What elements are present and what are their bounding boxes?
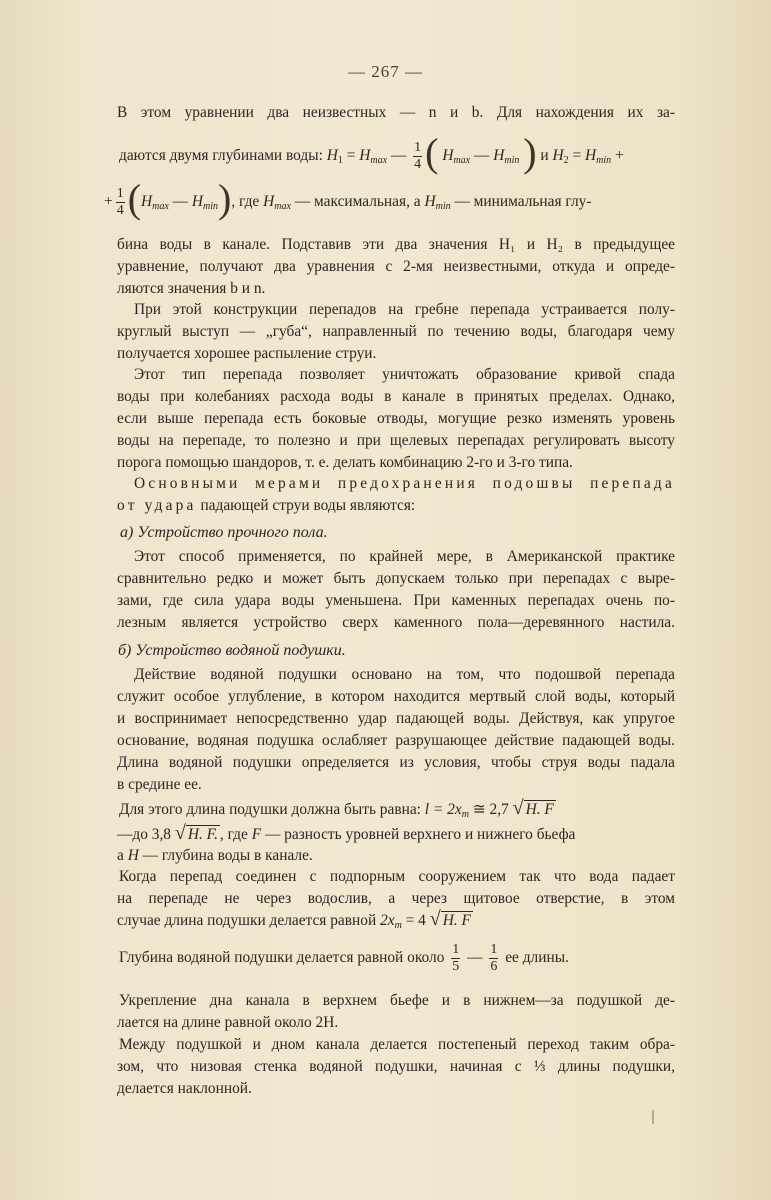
text-line: круглый выступ — „губа“, направленный по течению воды, благодаря чему: [117, 323, 675, 340]
text-line: лезным является устройство сверх каменного пола—деревянного настила.: [117, 614, 675, 631]
text-line: бина воды в канале. Подставив эти два значения H₁ и H₂ в предыдущее: [117, 236, 675, 253]
formula-line-h1: даются двумя глубинами воды: $H_1 = H_{max}$ — $\frac{1}{4}$ ( $H_{max}$ — $H_{min}$ ) и $H_2 = H_{min}$ +: [119, 130, 624, 176]
formula-line-h2: + $\frac{1}{4}$ ($H_{max}$ — $H_{min}$), где $H_{max}$ — максимальная, а $H_{min}$ — минимальная глу-: [104, 176, 592, 222]
scan-mark: [652, 1110, 654, 1124]
formula-depth-line: Глубина водяной подушки делается равной около $\frac{1}{5}$ — $\frac{1}{6}$ ее длины.: [119, 942, 569, 974]
text-line: Между подушкой и дном канала делается постепеный переход таким обра-: [119, 1036, 675, 1053]
fraction-one-quarter: $\frac{1}{4}$: [116, 186, 124, 218]
text-line: сравнительно редко и может быть допускаем только при перепадах с выре-: [117, 570, 675, 587]
formula-length-line: Для этого длина подушки должна быть равна: $l = 2x_m$ ≅ 2,7 √ H. F: [119, 797, 554, 820]
text-line: служит особое углубление, в котором находится мертвый слой воды, который: [117, 688, 675, 705]
text-line: получается хорошее распыление струи.: [117, 345, 377, 362]
text-line: ляются значения b и n.: [117, 280, 266, 297]
text-line: и воспринимает непосредственно удар падающей воды. Действуя, как упругое: [117, 710, 675, 727]
page-number: — 267 —: [348, 62, 423, 81]
text-line: При этой конструкции перепадов на гребне перепада устраивается полу-: [134, 301, 675, 318]
text-line: Действие водяной подушки основано на том, что подошвой перепада: [134, 666, 675, 683]
text-line: делается наклонной.: [117, 1080, 252, 1097]
text-line: лается на длине равной около 2H.: [117, 1014, 339, 1031]
text-line: Длина водяной подушки определяется из условия, чтобы струя воды падала: [117, 754, 675, 771]
text-line: зом, что низовая стенка водяной подушки, начиная с ⅓ длины подушки,: [117, 1058, 675, 1075]
subheading-a: a) Устройство прочного пола.: [120, 524, 328, 541]
text-line: воды на перепаде, то полезно и при щелевых перепадах регулировать высоту: [117, 432, 675, 449]
text-line: Укрепление дна канала в верхнем бьефе и в нижнем—за подушкой де-: [119, 992, 675, 1009]
text-line: уравнение, получают два уравнения с 2-мя неизвестными, откуда и опреде-: [117, 258, 675, 275]
text-line: от удара падающей струи воды являются:: [117, 497, 416, 514]
formula-length-line-3: случае длина подушки делается равной $2x_m = 4$ √ H. F: [117, 908, 471, 931]
subheading-b: б) Устройство водяной подушки.: [118, 642, 346, 659]
fraction-one-sixth: $\frac{1}{6}$: [490, 942, 498, 974]
text-line: основание, водяная подушка ослабляет разрушающее действие падающей воды.: [117, 732, 675, 749]
fraction-one-quarter: $\frac{1}{4}$: [414, 140, 422, 172]
text-line: порога помощью шандоров, т. е. делать комбинацию 2-го и 3-го типа.: [117, 454, 573, 471]
text-line: Этот тип перепада позволяет уничтожать образование кривой спада: [134, 366, 675, 383]
text-line: в средине ее.: [117, 776, 202, 793]
text-line: Когда перепад соединен с подпорным сооружением так что вода падает: [119, 868, 675, 885]
text-line: на перепаде не через водослив, а через щитовое отверстие, в этом: [117, 890, 675, 907]
text-line: воды при колебаниях расхода воды в канале в принятых пределах. Однако,: [117, 388, 675, 405]
text-line: В этом уравнении два неизвестных — n и b. Для нахождения их за-: [117, 104, 675, 121]
text-line: зами, где сила удара воды уменьшена. При каменных перепадах очень по-: [117, 592, 675, 609]
fraction-one-fifth: $\frac{1}{5}$: [452, 942, 460, 974]
spaced-heading-line: Основными мерами предохранения подошвы перепада: [134, 475, 675, 492]
text-line: Этот способ применяется, по крайней мере, в Американской практике: [134, 548, 675, 565]
text-line: если выше перепада есть боковые отводы, могущие резко изменять уровень: [117, 410, 675, 427]
text-line: а H — глубина воды в канале.: [117, 847, 313, 864]
formula-length-line-2: —до 3,8 √ H. F. , где F — разность уровней верхнего и нижнего бьефа: [117, 822, 576, 844]
